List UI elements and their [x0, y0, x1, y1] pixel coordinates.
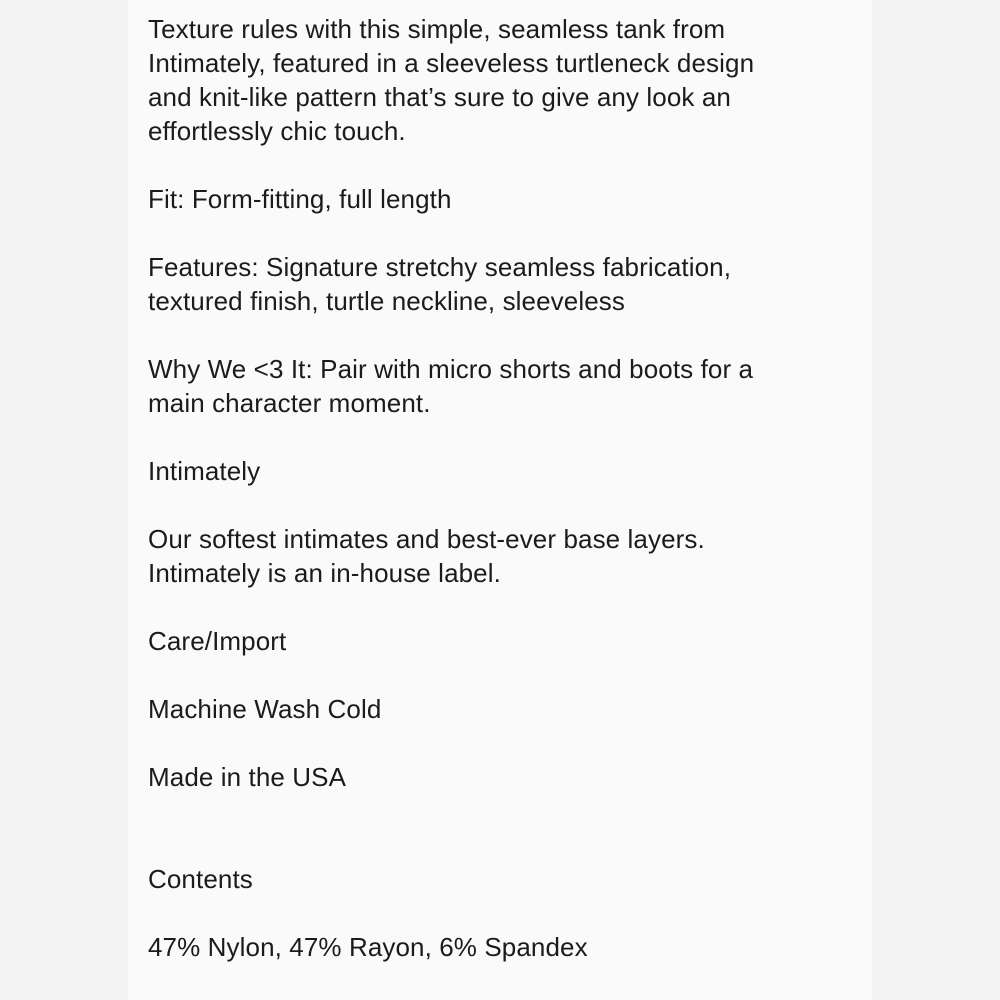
features-line: Features: Signature stretchy seamless fabrication, — [148, 252, 732, 282]
why-we-love-it-line: Why We <3 It: Pair with micro shorts and boots for a — [148, 354, 754, 384]
care-origin: Made in the USA — [148, 762, 347, 792]
brand-about-line: Intimately is an in-house label. — [148, 558, 501, 588]
care-wash: Machine Wash Cold — [148, 694, 382, 724]
description-intro-line: effortlessly chic touch. — [148, 116, 406, 146]
fit-text: Fit: Form-fitting, full length — [148, 184, 452, 214]
description-intro-line: and knit-like pattern that’s sure to give any look an — [148, 82, 731, 112]
contents-heading: Contents — [148, 864, 253, 894]
description-intro — [148, 12, 754, 148]
care-heading: Care/Import — [148, 626, 287, 656]
why-we-love-it-text — [148, 352, 753, 420]
brand-about-line: Our softest intimates and best-ever base layers. — [148, 524, 705, 554]
description-intro-line: Intimately, featured in a sleeveless turtleneck design — [148, 48, 755, 78]
brand-name: Intimately — [148, 456, 261, 486]
content-panel — [128, 0, 872, 1000]
description-intro-line: Texture rules with this simple, seamless tank from — [148, 14, 726, 44]
brand-about — [148, 522, 705, 590]
why-we-love-it-line: main character moment. — [148, 388, 431, 418]
features-text — [148, 250, 731, 318]
features-line: textured finish, turtle neckline, sleeveless — [148, 286, 625, 316]
contents-materials: 47% Nylon, 47% Rayon, 6% Spandex — [148, 932, 588, 962]
